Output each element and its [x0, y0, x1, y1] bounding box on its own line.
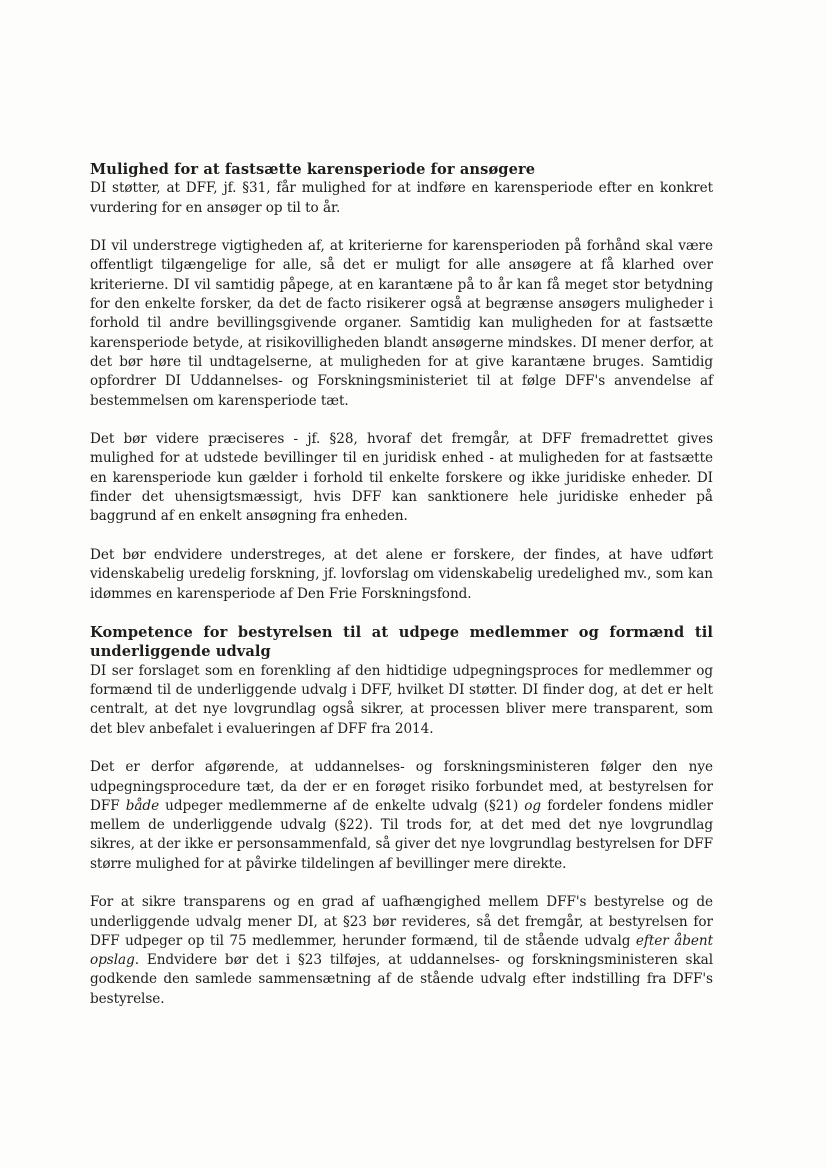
paragraph — [90, 758, 713, 874]
emphasis-text: efter åbent opslag — [90, 932, 713, 969]
paragraph-text: udpeger medlemmerne af de enkelte udvalg (§21) — [159, 797, 525, 814]
paragraph — [90, 893, 713, 1009]
section-heading-kompetence: Kompetence for bestyrelsen til at udpege medlemmer og formænd til underliggende udvalg — [90, 624, 713, 661]
paragraph-text: Det er derfor afgørende, at uddannelses- og forskningsministeren følger den nye udpegningsprocedure tæt, da der er en forøget risiko forbundet med, at bestyrelsen for DFF — [90, 759, 713, 814]
document-body — [90, 160, 713, 1028]
paragraph: DI vil understrege vigtigheden af, at kriterierne for karensperioden på forhånd skal være offentligt tilgængelige for alle, så det er muligt for alle ansøgere at få klarhed over kriterierne. DI vil samtidig påpege, at en karantæne på to år kan få meget stor betydning for den enkelte forsker, da det de facto risikerer også at begrænse ansøgers muligheder i forhold til andre bevillingsgivende organer. Samtidig kan muligheden for at fastsætte karensperiode betyde, at risikovilligheden blandt ansøgerne mindskes. DI mener derfor, at det bør høre til undtagelserne, at muligheden for at give karantæne bruges. Samtidig opfordrer DI Uddannelses- og Forskningsministeriet til at følge DFF's anvendelse af bestemmelsen om karensperiode tæt. — [90, 238, 713, 409]
paragraph-text: . Endvidere bør det i §23 tilføjes, at uddannelses- og forskningsministeren skal godkende den samlede sammensætning af de stående udvalg efter indstilling fra DFF's bestyrelse. — [90, 952, 713, 1007]
paragraph: Det bør videre præciseres - jf. §28, hvoraf det fremgår, at DFF fremadrettet gives mulighed for at udstede bevillinger til en juridisk enhed - at muligheden for at fastsætte en karensperiode kun gælder i forhold til enkelte forskere og ikke juridiske enheder. DI finder det uhensigtsmæssigt, hvis DFF kan sanktionere hele juridiske enheder på baggrund af en enkelt ansøgning fra enheden. — [90, 431, 713, 525]
emphasis-text: både — [125, 797, 160, 814]
paragraph-text: For at sikre transparens og en grad af uafhængighed mellem DFF's bestyrelse og de underliggende udvalg mener DI, at §23 bør revideres, så det fremgår, at bestyrelsen for DFF udpeger op til 75 medlemmer, herunder formænd, til de stående udvalg — [90, 894, 713, 949]
paragraph: DI støtter, at DFF, jf. §31, får mulighed for at indføre en karensperiode efter en konkret vurdering for en ansøger op til to år. — [90, 180, 713, 216]
section-heading-karensperiode: Mulighed for at fastsætte karensperiode for ansøgere — [90, 161, 536, 178]
paragraph: Det bør endvidere understreges, at det alene er forskere, der findes, at have udført videnskabelig uredelig forskning, jf. lovforslag om videnskabelig uredelighed mv., som kan idømmes en karensperiode af Den Frie Forskningsfond. — [90, 546, 713, 602]
paragraph: DI ser forslaget som en forenkling af den hidtidige udpegningsproces for medlemmer og formænd til de underliggende udvalg i DFF, hvilket DI støtter. DI finder dog, at det er helt centralt, at det nye lovgrundlag også sikrer, at processen bliver mere transparent, som det blev anbefalet i evalueringen af DFF fra 2014. — [90, 662, 713, 737]
emphasis-text: og — [524, 797, 542, 814]
paragraph-text: fordeler fondens midler mellem de underliggende udvalg (§22). Til trods for, at det med det nye lovgrundlag sikres, at der ikke er personsammenfald, så giver det nye lovgrundlag bestyrelsen for DFF større mulighed for at påvirke tildelingen af bevillinger mere direkte. — [90, 797, 713, 872]
